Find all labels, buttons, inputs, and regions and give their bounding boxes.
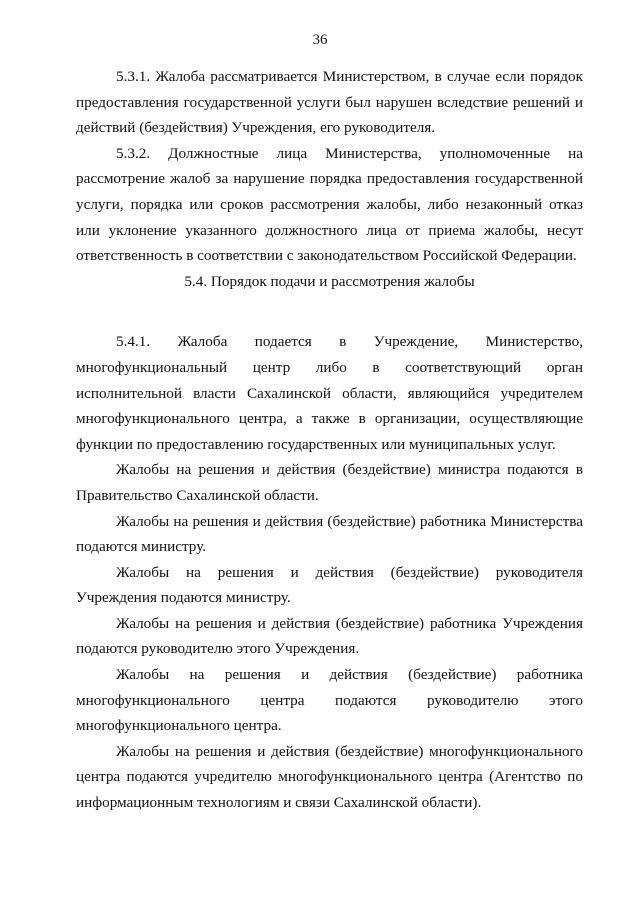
paragraph-5-3-2: 5.3.2. Должностные лица Министерства, уполномоченные на рассмотрение жалоб за нарушение порядка предоставления государственной услуги, порядка или сроков рассмотрения жалобы, либо незаконный отказ или уклонение указанного должностного лица от приема жалобы, несут ответственность в соответствии с законодательством Российской Федерации.	[76, 144, 583, 265]
paragraph-5-3-1: 5.3.1. Жалоба рассматривается Министерством, в случае если порядок предоставления государственной услуги был нарушен вследствие решений и действий (бездействия) Учреждения, его руководителя.	[76, 68, 583, 137]
section-heading: 5.4. Порядок подачи и рассмотрения жалобы	[184, 272, 475, 290]
document-body	[76, 64, 583, 816]
paragraph-complaints-institution-head: Жалобы на решения и действия (бездействие) руководителя Учреждения подаются министру.	[76, 563, 583, 607]
page-number: 36	[312, 32, 328, 48]
paragraph-complaints-ministry-employee: Жалобы на решения и действия (бездействие) работника Министерства подаются министру.	[76, 512, 583, 556]
paragraph-complaints-institution-employee: Жалобы на решения и действия (бездействие) работника Учреждения подаются руководителю этого Учреждения.	[76, 614, 583, 658]
paragraph-complaints-mfc-employee: Жалобы на решения и действия (бездействие) работника многофункционального центра подаются руководителю этого многофункционального центра.	[76, 666, 583, 735]
paragraph-complaints-minister: Жалобы на решения и действия (бездействие) министра подаются в Правительство Сахалинской области.	[76, 461, 583, 504]
paragraph-5-4-1: 5.4.1. Жалоба подается в Учреждение, Министерство, многофункциональный центр либо в соответствующий орган исполнительной власти Сахалинской области, являющийся учредителем многофункционального центра, а также в организации, осуществляющие функции по предоставлению государственных или муниципальных услуг.	[76, 333, 583, 453]
paragraph-complaints-mfc: Жалобы на решения и действия (бездействие) многофункционального центра подаются учредителю многофункционального центра (Агентство по информационным технологиям и связи Сахалинской области).	[76, 742, 583, 812]
